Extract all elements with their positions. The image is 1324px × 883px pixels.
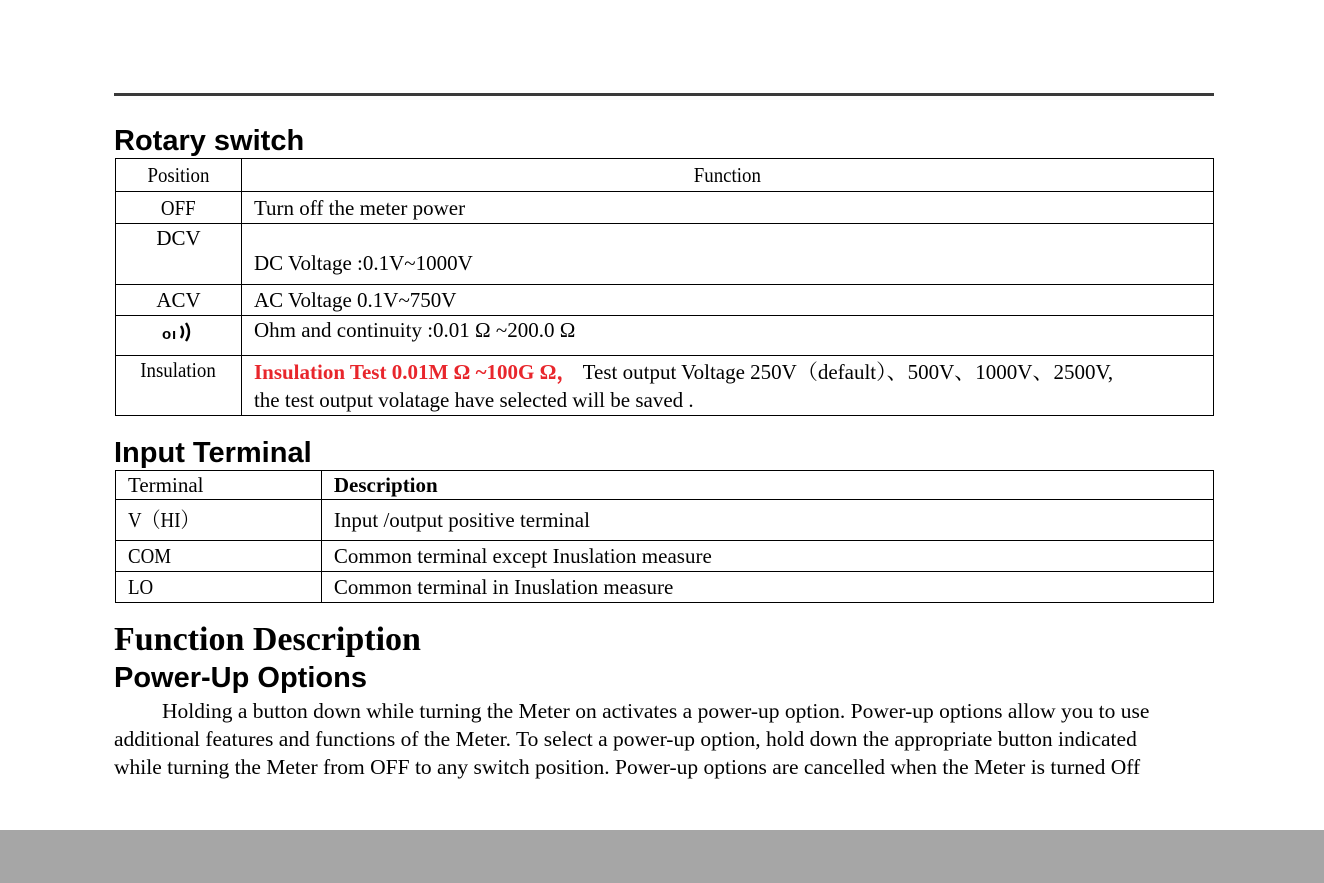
table-header-row [116, 159, 1214, 192]
terminal-cell: V（HI） [116, 500, 322, 541]
position-cell: Insulation [116, 356, 242, 416]
function-cell: Ohm and continuity :0.01 Ω ~200.0 Ω [241, 316, 1213, 356]
table-row [116, 316, 1214, 356]
table-row [116, 356, 1214, 416]
insulation-line1: Test output Voltage 250V（default）、500V、1000V、2500V, [577, 359, 1114, 384]
position-cell: OFF [116, 192, 242, 224]
svg-text:o: o [162, 326, 172, 343]
table-row [116, 224, 1214, 285]
insulation-line2: the test output volatage have selected will be saved . [253, 387, 694, 412]
table-header-row [116, 471, 1214, 500]
description-cell: Common terminal except Inuslation measure [321, 541, 1213, 572]
paragraph-line: while turning the Meter from OFF to any switch position. Power-up options are cancelled when the Meter is turned Off [114, 755, 1141, 779]
svg-text:ı: ı [172, 326, 177, 343]
position-cell: DCV [116, 224, 242, 285]
header-rule [114, 93, 1214, 96]
terminal-cell: LO [116, 572, 322, 603]
power-up-paragraph [114, 697, 1234, 781]
footer-bar [0, 830, 1324, 883]
continuity-resistance-icon [160, 319, 196, 352]
paragraph-line: additional features and functions of the Meter. To select a power-up option, hold down the appropriate button indicated [114, 727, 1137, 751]
rotary-switch-table [115, 158, 1214, 416]
header-position: Position [116, 159, 242, 192]
header-description: Description [321, 471, 1213, 500]
position-cell [116, 316, 242, 356]
description-cell: Common terminal in Inuslation measure [321, 572, 1213, 603]
header-function: Function [241, 159, 1213, 192]
paragraph-line: Holding a button down while turning the Meter on activates a power-up option. Power-up options allow you to use [162, 699, 1150, 723]
description-cell: Input /output positive terminal [321, 500, 1213, 541]
function-cell [241, 356, 1213, 416]
function-cell: DC Voltage :0.1V~1000V [241, 224, 1213, 285]
table-row [116, 572, 1214, 603]
function-description-heading: Function Description [114, 621, 421, 658]
table-row [116, 192, 1214, 224]
rotary-switch-heading: Rotary switch [114, 125, 305, 157]
table-row [116, 500, 1214, 541]
input-terminal-table [115, 470, 1214, 603]
table-row [116, 541, 1214, 572]
insulation-highlight: Insulation Test 0.01M Ω ~100G Ω， [253, 359, 578, 384]
terminal-cell: COM [116, 541, 322, 572]
function-cell: Turn off the meter power [241, 192, 1213, 224]
function-cell: AC Voltage 0.1V~750V [241, 285, 1213, 316]
table-row [116, 285, 1214, 316]
input-terminal-heading: Input Terminal [114, 437, 312, 469]
position-cell: ACV [116, 285, 242, 316]
header-terminal: Terminal [116, 471, 322, 500]
power-up-options-heading: Power-Up Options [114, 662, 367, 694]
